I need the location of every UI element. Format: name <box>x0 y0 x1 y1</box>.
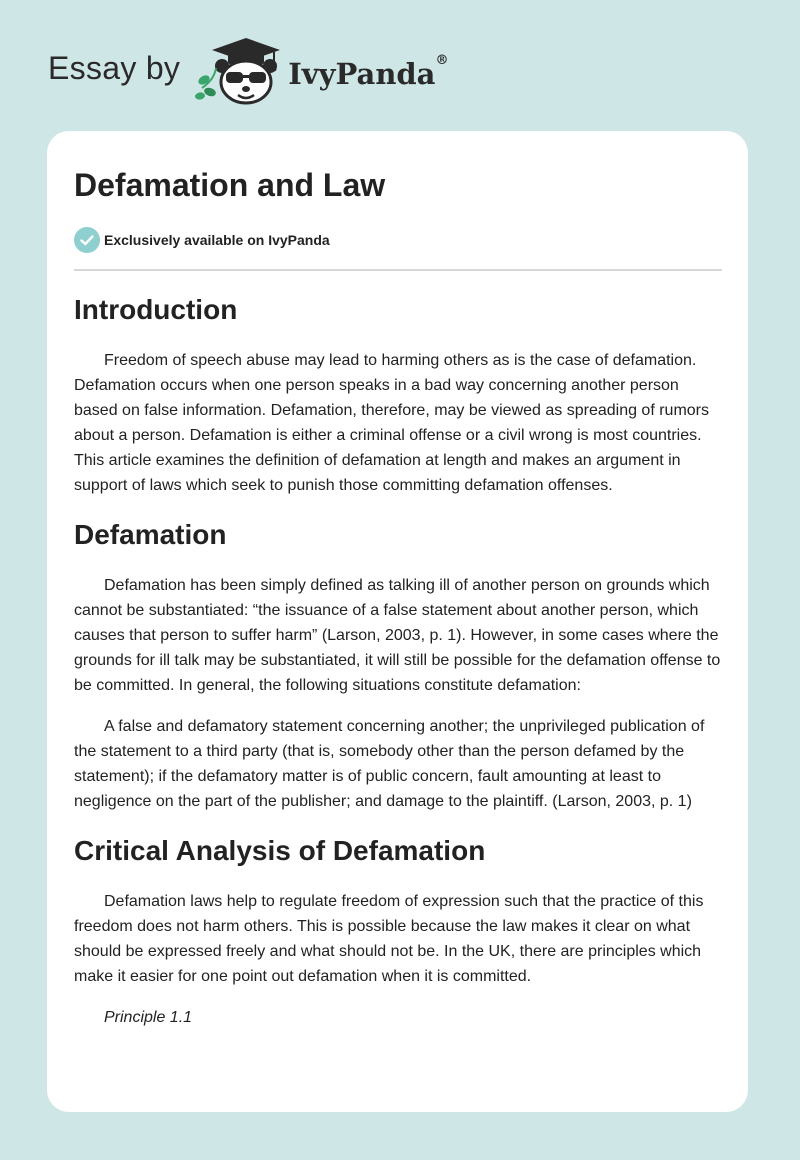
section-critical-analysis <box>74 834 722 1030</box>
section-heading: Introduction <box>74 294 238 325</box>
site-header <box>48 36 448 106</box>
divider <box>74 269 722 271</box>
essay-card <box>47 131 748 1112</box>
section-heading: Defamation <box>74 519 227 550</box>
paragraph: Freedom of speech abuse may lead to harming others as is the case of defamation. Defamation occurs when one person speaks in a bad way concerning another person based on false information. Defamation, therefore, may be viewed as spreading of rumors about a person. Defamation is either a criminal offense or a civil wrong is most countries. This article examines the definition of defamation at length and makes an argument in support of laws which seek to punish those committing defamation offenses. <box>74 352 709 494</box>
block-quote-paragraph: A false and defamatory statement concerning another; the unprivileged publication of the statement to a third party (that is, somebody other than the person defamed by the statement); if the defamatory matter is of public concern, fault amounting at least to negligence on the part of the publisher; and damage to the plaintiff. (Larson, 2003, p. 1) <box>74 718 705 810</box>
paragraph: Defamation laws help to regulate freedom of expression such that the practice of this freedom does not harm others. This is possible because the law makes it clear on what should be expressed freely and what should not be. In the UK, there are principles which make it easier for one point out defamation when it is committed. <box>74 893 704 985</box>
check-circle-icon <box>74 227 100 253</box>
exclusive-badge-label: Exclusively available on IvyPanda <box>104 232 330 248</box>
principle-subheading: Principle 1.1 <box>104 1009 193 1026</box>
exclusive-badge <box>74 226 722 254</box>
panda-logo-icon[interactable] <box>194 36 284 106</box>
essay-by-label: Essay by <box>48 49 181 86</box>
paragraph: Defamation has been simply defined as talking ill of another person on grounds which cannot be substantiated: “the issuance of a false statement about another person, which causes that person to suffer harm” (Larson, 2003, p. 1). However, in some cases where the grounds for ill talk may be substantiated, it will still be possible for the defamation offense to be committed. In general, the following situations constitute defamation: <box>74 577 721 694</box>
section-heading: Critical Analysis of Defamation <box>74 835 486 866</box>
section-introduction <box>74 293 722 498</box>
registered-mark: ® <box>435 53 449 68</box>
brand-name[interactable]: IvyPanda® <box>288 53 449 91</box>
page-title: Defamation and Law <box>74 167 386 203</box>
section-defamation <box>74 518 722 814</box>
